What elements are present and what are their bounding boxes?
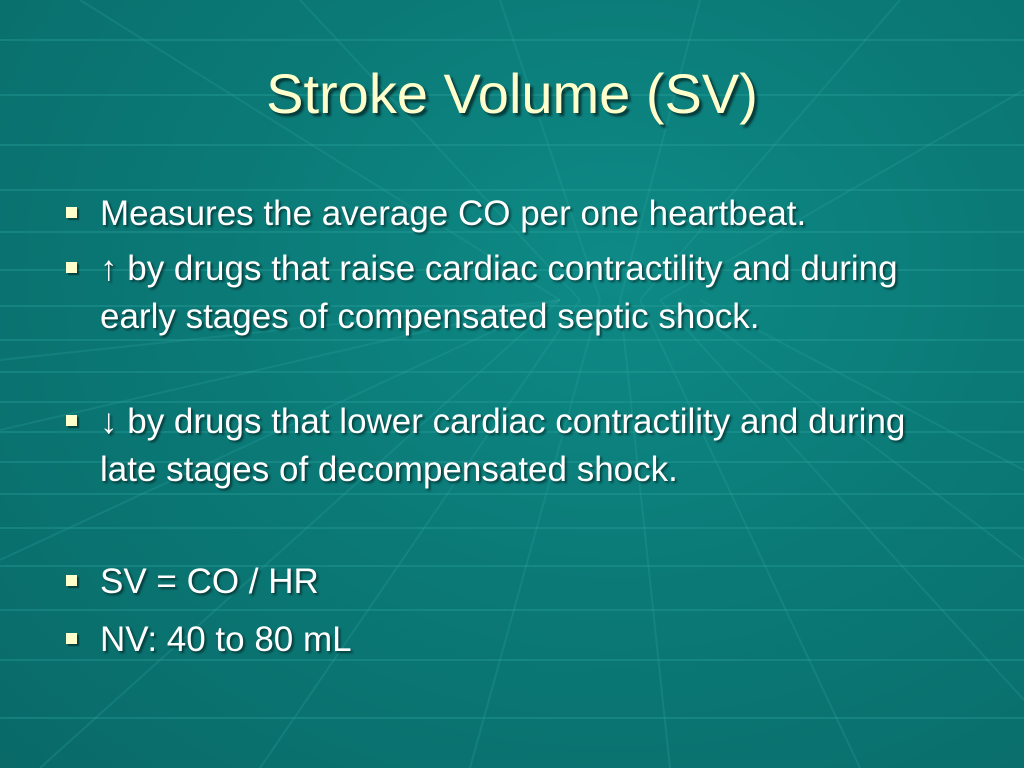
bullet-text: ↑ by drugs that raise cardiac contractility and during early stages of compensated septic shock. bbox=[100, 249, 898, 336]
square-bullet-icon bbox=[66, 575, 77, 586]
square-bullet-icon bbox=[66, 262, 77, 273]
bullet-text: SV = CO / HR bbox=[100, 562, 319, 601]
square-bullet-icon bbox=[66, 415, 77, 426]
square-bullet-icon bbox=[66, 207, 77, 218]
square-bullet-icon bbox=[66, 633, 77, 644]
bullet-text: Measures the average CO per one heartbeat. bbox=[100, 194, 807, 233]
slide-title: Stroke Volume (SV) bbox=[266, 62, 758, 125]
bullet-text: NV: 40 to 80 mL bbox=[100, 620, 352, 659]
bullet-text: ↓ by drugs that lower cardiac contractility and during late stages of decompensated shock. bbox=[100, 402, 906, 489]
